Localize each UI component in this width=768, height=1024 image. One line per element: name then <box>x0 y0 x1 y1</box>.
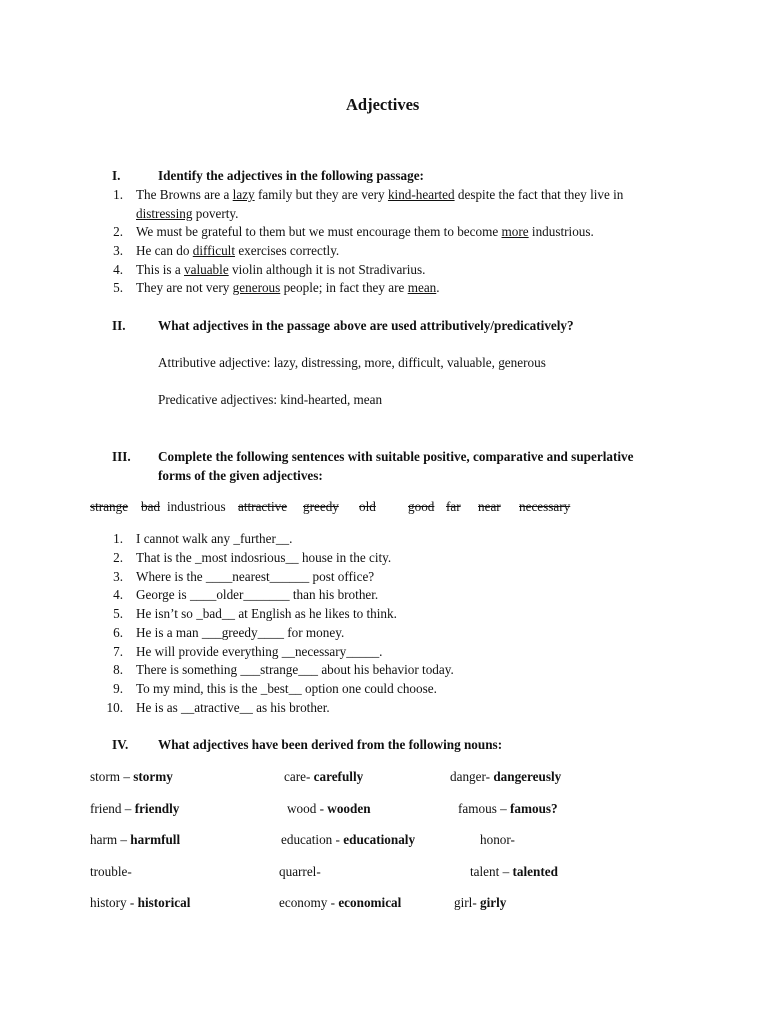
section-1-heading: Identify the adjectives in the following passage: <box>158 168 424 183</box>
s3-item-number: 5. <box>113 606 123 621</box>
derived-adjective: harmfull <box>130 832 181 847</box>
noun-adjective-pair: harm – harmfull <box>90 832 181 847</box>
noun-adjective-pair: storm – stormy <box>90 769 173 784</box>
word-bank-item: good <box>408 499 435 514</box>
underlined-adjective: distressing <box>136 206 193 221</box>
s3-item-number: 1. <box>113 531 123 546</box>
word-bank-item: necessary <box>519 499 571 514</box>
noun-adjective-pair: famous – famous? <box>458 801 558 816</box>
underlined-adjective: kind-hearted <box>387 187 455 202</box>
s3-sentence: I cannot walk any _further__. <box>136 531 293 546</box>
s3-item-number: 7. <box>113 644 123 659</box>
noun-adjective-pair: honor- <box>480 832 515 847</box>
section-3-heading-line-2: forms of the given adjectives: <box>158 468 323 483</box>
word-bank-item: far <box>446 499 461 514</box>
noun-adjective-pair: history - historical <box>90 895 191 910</box>
predicative-answer: Predicative adjectives: kind-hearted, mean <box>158 392 383 407</box>
section-3-numeral: III. <box>112 449 131 464</box>
derived-adjective: famous? <box>510 801 558 816</box>
s3-item-number: 6. <box>113 625 123 640</box>
noun-adjective-pair: danger- dangereusly <box>450 769 562 784</box>
noun-adjective-pair: trouble- <box>90 864 132 879</box>
s3-sentence: That is the _most indosrious__ house in the city. <box>136 550 392 565</box>
s3-sentence: To my mind, this is the _best__ option one could choose. <box>136 681 437 696</box>
word-bank-item: bad <box>141 499 161 514</box>
s1-item-number: 4. <box>113 262 123 277</box>
s1-item-2: We must be grateful to them but we must encourage them to become more industrious. <box>136 224 594 239</box>
underlined-adjective: generous <box>232 280 281 295</box>
s1-item-1-line-2: distressing poverty. <box>136 206 239 221</box>
s3-item-number: 8. <box>113 662 123 677</box>
underlined-adjective: lazy <box>232 187 255 202</box>
underlined-adjective: more <box>501 224 529 239</box>
s3-sentence: He will provide everything __necessary_____. <box>136 644 383 659</box>
s3-sentence: There is something ___strange___ about his behavior today. <box>136 662 454 677</box>
derived-adjective: friendly <box>134 801 180 816</box>
s3-sentence: He is as __atractive__ as his brother. <box>136 700 330 715</box>
s1-item-number: 5. <box>113 280 123 295</box>
derived-adjective: stormy <box>133 769 173 784</box>
derived-adjective: carefully <box>313 769 364 784</box>
s1-item-number: 3. <box>113 243 123 258</box>
s1-item-4: This is a valuable violin although it is not Stradivarius. <box>136 262 426 277</box>
underlined-adjective: difficult <box>192 243 236 258</box>
attributive-answer: Attributive adjective: lazy, distressing, more, difficult, valuable, generous <box>158 355 546 370</box>
word-bank-item: greedy <box>303 499 339 514</box>
word-bank-item: old <box>359 499 376 514</box>
derived-adjective: dangereusly <box>493 769 562 784</box>
s1-item-number: 1. <box>113 187 123 202</box>
s3-sentence: He isn’t so _bad__ at English as he likes to think. <box>136 606 397 621</box>
noun-adjective-pair: talent – talented <box>470 864 558 879</box>
derived-adjective: educationaly <box>343 832 416 847</box>
s3-item-number: 9. <box>113 681 123 696</box>
noun-adjective-pair: friend – friendly <box>90 801 180 816</box>
s1-item-3: He can do difficult exercises correctly. <box>136 243 340 258</box>
document-title: Adjectives <box>346 95 420 114</box>
s3-sentence: George is ____older_______ than his brother. <box>136 587 379 602</box>
word-bank-item: industrious <box>167 499 226 514</box>
section-3-heading-line-1: Complete the following sentences with suitable positive, comparative and superlative <box>158 449 634 464</box>
section-4-numeral: IV. <box>112 737 129 752</box>
noun-adjective-pair: wood - wooden <box>287 801 371 816</box>
s3-item-number: 4. <box>113 587 123 602</box>
noun-adjective-pair: girl- girly <box>454 895 507 910</box>
s3-sentence: Where is the ____nearest______ post office? <box>136 569 375 584</box>
s3-item-number: 3. <box>113 569 123 584</box>
word-bank-item: attractive <box>238 499 288 514</box>
noun-adjective-pair: care- carefully <box>284 769 364 784</box>
s3-item-number: 10. <box>106 700 123 715</box>
noun-adjective-pair: education - educationaly <box>281 832 416 847</box>
underlined-adjective: mean <box>407 280 437 295</box>
derived-adjective: girly <box>480 895 507 910</box>
derived-adjective: economical <box>338 895 402 910</box>
underlined-adjective: valuable <box>184 262 229 277</box>
section-2-numeral: II. <box>112 318 126 333</box>
word-bank-item: near <box>478 499 501 514</box>
section-1-numeral: I. <box>112 168 121 183</box>
noun-adjective-pair: economy - economical <box>279 895 402 910</box>
noun-adjective-pair: quarrel- <box>279 864 321 879</box>
derived-adjective: wooden <box>327 801 371 816</box>
section-4-heading: What adjectives have been derived from the following nouns: <box>158 737 503 752</box>
word-bank-item: strange <box>90 499 129 514</box>
s1-item-number: 2. <box>113 224 123 239</box>
derived-adjective: talented <box>512 864 558 879</box>
section-2-heading: What adjectives in the passage above are used attributively/predicatively? <box>158 318 574 333</box>
s3-sentence: He is a man ___greedy____ for money. <box>136 625 345 640</box>
derived-adjective: historical <box>137 895 191 910</box>
s3-item-number: 2. <box>113 550 123 565</box>
s1-item-1-line-1: The Browns are a lazy family but they are very kind-hearted despite the fact that they live in <box>136 187 624 202</box>
s1-item-5: They are not very generous people; in fact they are mean. <box>136 280 440 295</box>
